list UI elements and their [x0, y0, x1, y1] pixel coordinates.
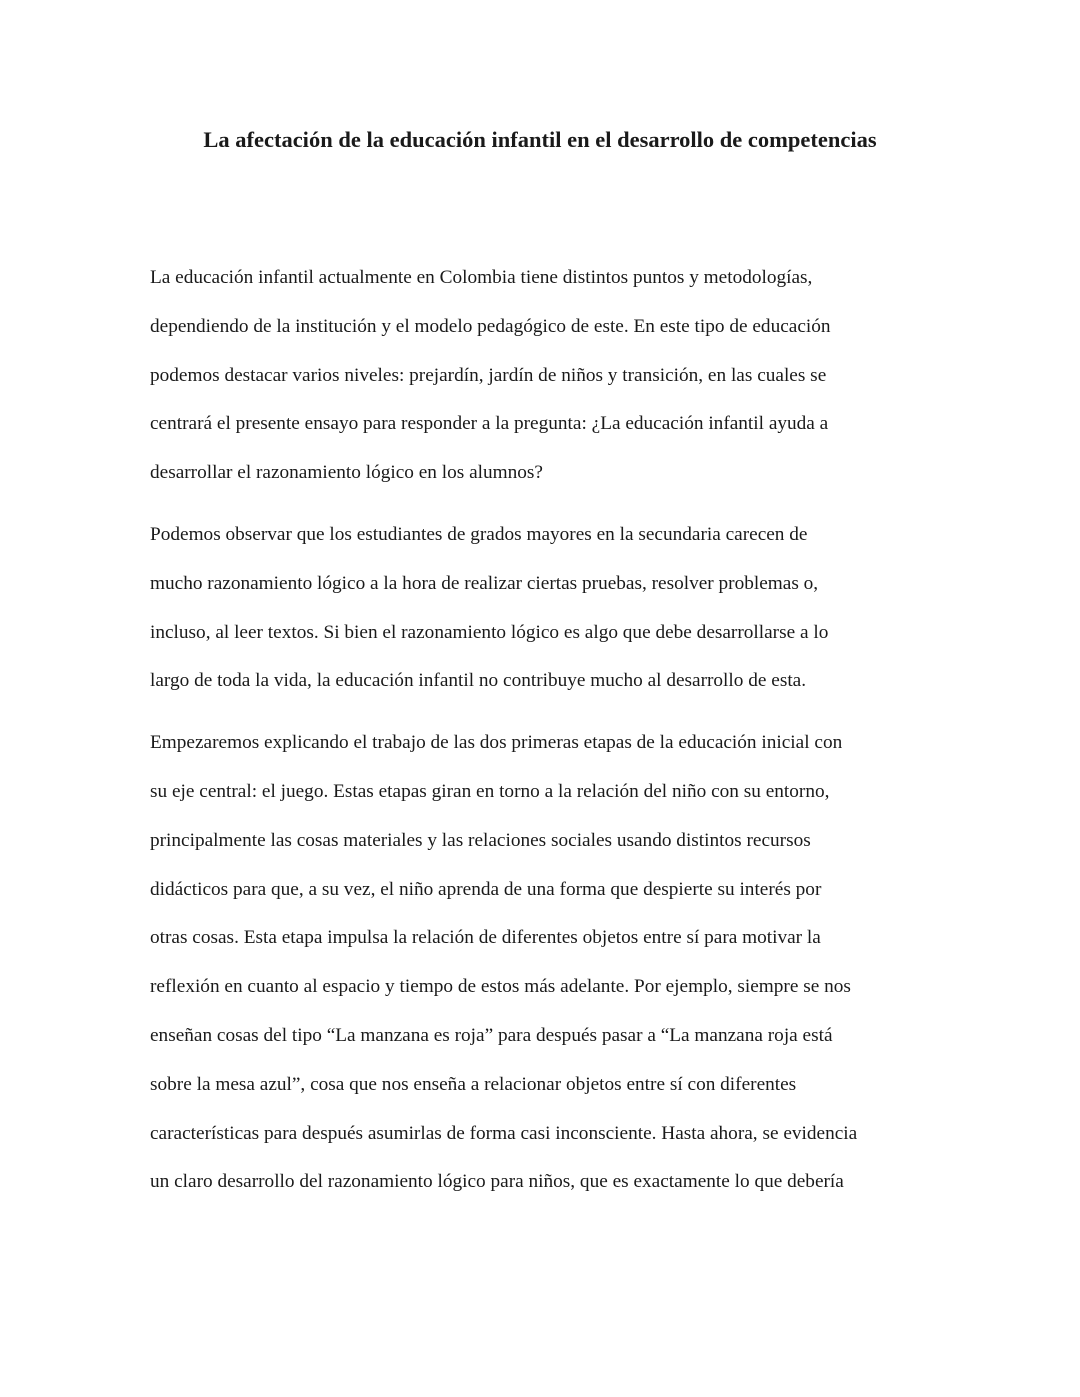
paragraph-line: desarrollar el razonamiento lógico en los alumnos?: [150, 462, 543, 484]
paragraph-line: principalmente las cosas materiales y las relaciones sociales usando distintos recursos: [150, 829, 811, 851]
paragraph-spacing: [150, 498, 940, 511]
paragraph-line: La educación infantil actualmente en Colombia tiene distintos puntos y metodologías,: [150, 267, 813, 288]
paragraph-line: enseñan cosas del tipo “La manzana es roja” para después pasar a “La manzana roja está: [150, 1024, 833, 1046]
paragraph-spacing: [150, 706, 940, 719]
paragraph-line: centrará el presente ensayo para responder a la pregunta: ¿La educación infantil ayuda a: [150, 413, 829, 435]
paragraph-line: Podemos observar que los estudiantes de grados mayores en la secundaria carecen de: [150, 523, 808, 545]
paragraph-line: largo de toda la vida, la educación infantil no contribuye mucho al desarrollo de esta.: [150, 670, 807, 692]
paragraph-line: Empezaremos explicando el trabajo de las dos primeras etapas de la educación inicial con: [150, 732, 843, 754]
paragraph-line: sobre la mesa azul”, cosa que nos enseña a relacionar objetos entre sí con diferentes: [150, 1073, 797, 1095]
paragraph-3: [150, 719, 940, 1207]
document-body: [150, 254, 940, 1207]
paragraph-line: mucho razonamiento lógico a la hora de realizar ciertas pruebas, resolver problemas o,: [150, 572, 819, 594]
paragraph-line: su eje central: el juego. Estas etapas giran en torno a la relación del niño con su entorno,: [150, 780, 830, 802]
document-title: La afectación de la educación infantil en el desarrollo de competencias: [203, 127, 877, 152]
paragraph-1: [150, 254, 940, 498]
paragraph-line: un claro desarrollo del razonamiento lógico para niños, que es exactamente lo que debería: [150, 1171, 844, 1193]
paragraph-2: [150, 511, 940, 706]
paragraph-line: incluso, al leer textos. Si bien el razonamiento lógico es algo que debe desarrollarse a lo: [150, 621, 829, 643]
paragraph-line: podemos destacar varios niveles: prejardín, jardín de niños y transición, en las cuales se: [150, 364, 827, 386]
paragraph-line: reflexión en cuanto al espacio y tiempo de estos más adelante. Por ejemplo, siempre se nos: [150, 976, 851, 998]
paragraph-line: dependiendo de la institución y el modelo pedagógico de este. En este tipo de educación: [150, 315, 831, 337]
paragraph-line: otras cosas. Esta etapa impulsa la relación de diferentes objetos entre sí para motivar la: [150, 927, 821, 949]
paragraph-line: características para después asumirlas de forma casi inconsciente. Hasta ahora, se evidencia: [150, 1122, 858, 1144]
paragraph-line: didácticos para que, a su vez, el niño aprenda de una forma que despierte su interés por: [150, 878, 822, 900]
